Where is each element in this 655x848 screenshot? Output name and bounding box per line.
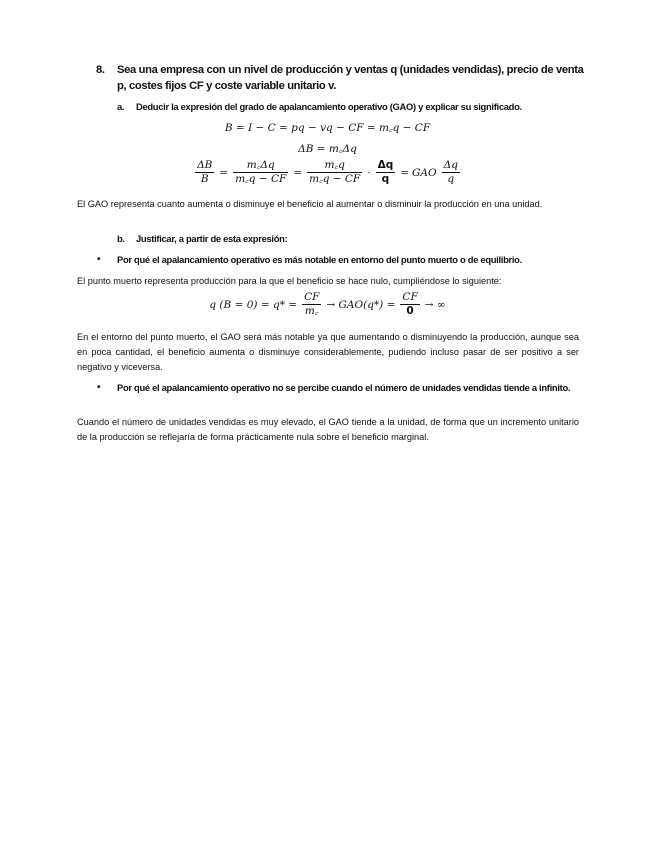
equation-profit: B = I − C = pq − vq − CF = m꜀q − CF (224, 122, 431, 134)
bullet-1-text: Por qué el apalancamiento operativo es más notable en entorno del punto muerto o de equilibrio. (117, 254, 522, 265)
part-b (117, 232, 287, 246)
part-b-label: b. (117, 233, 125, 244)
question-8 (96, 62, 586, 94)
equation-break-even: q (B = 0) = q* = $\frac{CF}{m꜀}$ → GAO(q*) = $\frac{CF}{0}$ → ∞ (209, 291, 446, 317)
gao-symbol: GAO (412, 166, 437, 179)
fraction: $\frac{m꜀\Delta q}{m꜀q - CF}$ (235, 159, 287, 185)
fraction: $\frac{\Delta B}{B}$ (197, 159, 213, 185)
fraction: $\frac{\Delta q}{q}$ (443, 159, 458, 185)
equation-delta-profit: ΔB = m꜀Δq (298, 143, 357, 155)
bullet-icon: • (97, 254, 101, 265)
question-number: 8. (96, 64, 105, 76)
bullet-icon: • (97, 382, 101, 393)
paragraph-infinito: Cuando el número de unidades vendidas es muy elevado, el GAO tiende a la unidad, de forma que un incremento unitario de la producción se reflejaría de forma prácticamente nula sobre el beneficio marginal. (77, 417, 579, 442)
part-b-text: Justificar, a partir de esta expresión: (136, 233, 288, 244)
paragraph-entorno: En el entorno del punto muerto, el GAO será más notable ya que aumentando o disminuyendo la producción, aunque sea en poca cantidad, el beneficio aumenta o disminuye considerablemente, pudiendo incluso pasar de ser positivo a ser negativo y viceversa. (77, 332, 579, 372)
fraction: $\frac{m꜀q}{m꜀q - CF}$ (309, 159, 361, 185)
equation-gao: $\frac{\Delta B}{B}$ = $\frac{m꜀\Delta q}{m꜀q - CF}$ = $\frac{m꜀q}{m꜀q - CF}$ · $\frac{\Delta q}{q}$ = GAO $\frac{\Delta q}{q}$ (197, 159, 458, 185)
fraction: $\frac{CF}{m꜀}$ (304, 291, 320, 317)
bullet-2-text: Por qué el apalancamiento operativo no se percibe cuando el número de unidades vendidas tiende a infinito. (117, 382, 571, 393)
fraction: $\frac{CF}{0}$ (402, 291, 418, 317)
paragraph-gao-meaning: El GAO representa cuanto aumenta o disminuye el beneficio al aumentar o disminuir la producción en una unidad. (77, 199, 543, 209)
fraction: $\frac{\Delta q}{q}$ (377, 159, 394, 185)
bullet-item-2 (97, 380, 582, 395)
part-a-label: a. (117, 101, 125, 112)
paragraph-punto-muerto: El punto muerto representa producción para la que el beneficio se hace nulo, cumpliéndose lo siguiente: (77, 276, 502, 286)
bullet-item-1 (97, 252, 587, 267)
question-text: Sea una empresa con un nivel de producción y ventas q (unidades vendidas), precio de venta p, costes fijos CF y coste variable unitario v. (117, 64, 584, 92)
part-a-text: Deducir la expresión del grado de apalancamiento operativo (GAO) y explicar su significado. (136, 101, 522, 112)
part-a (117, 100, 522, 114)
